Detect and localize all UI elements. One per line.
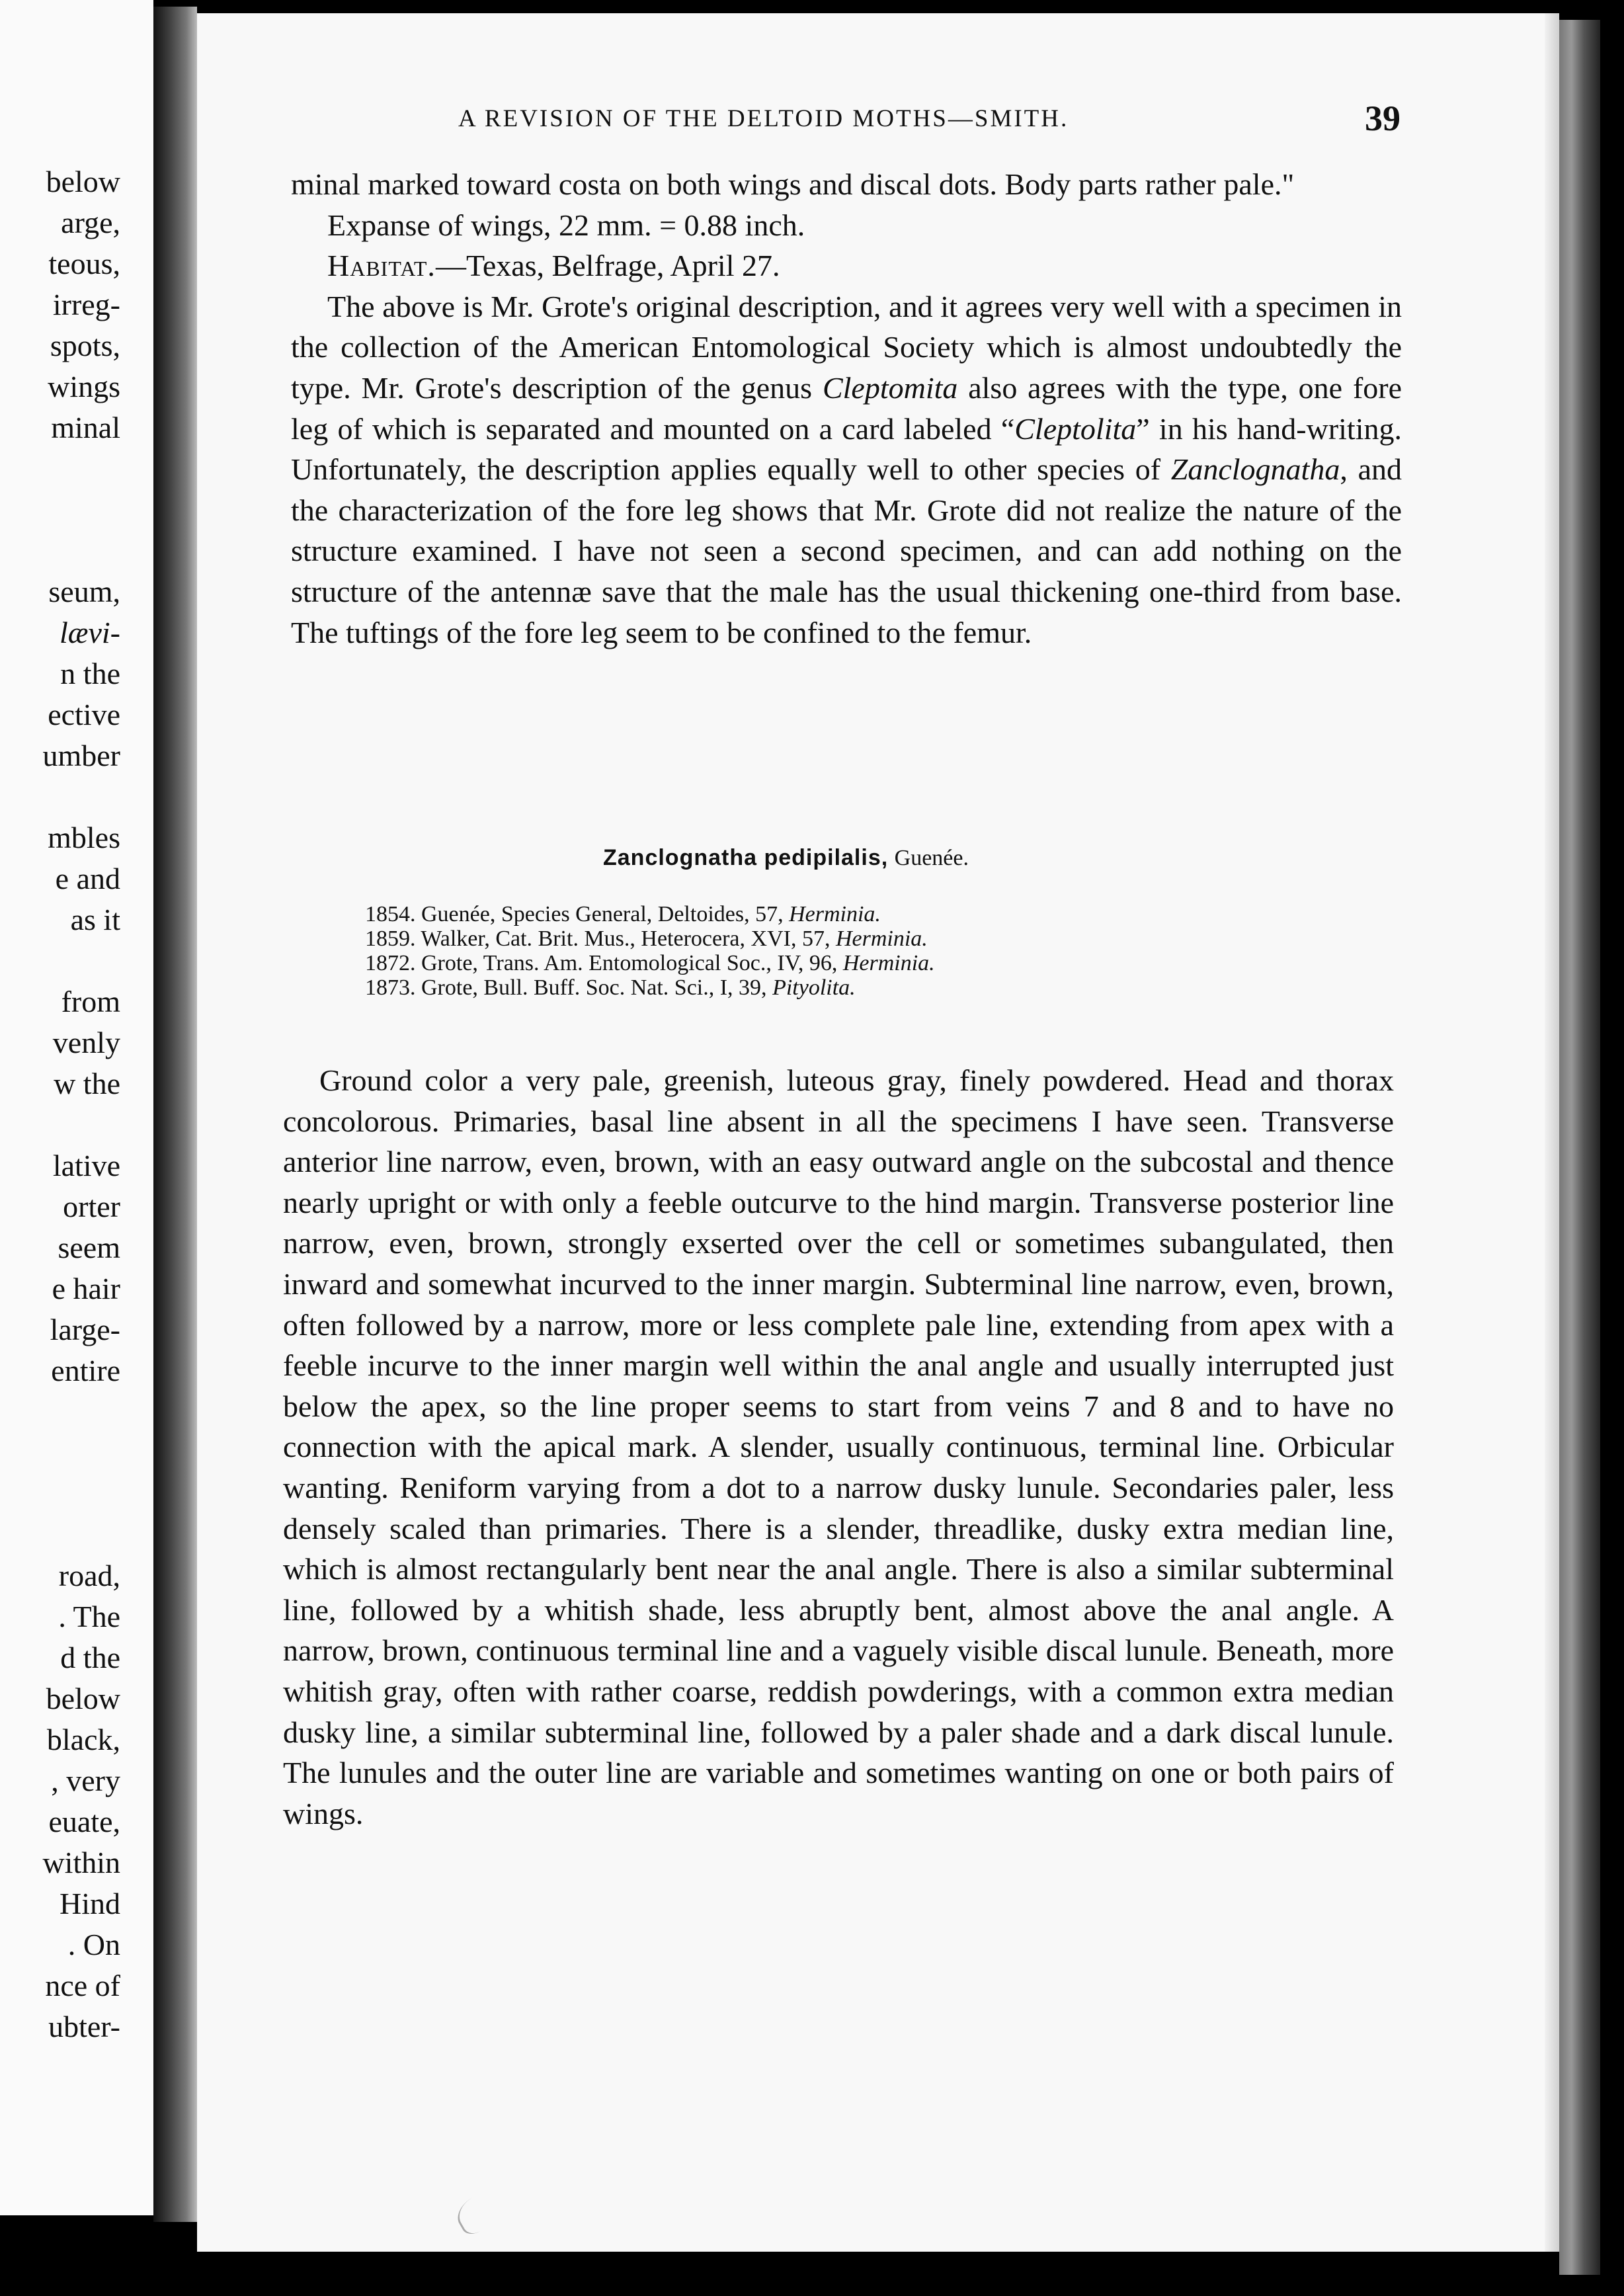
left-fragment: large- [50,1313,120,1346]
left-fragment: within [42,1846,120,1879]
left-fragment: e hair [52,1272,120,1305]
left-fragment: road, [58,1559,120,1592]
page-stack-edge [1559,20,1600,2275]
running-title: A REVISION OF THE DELTOID MOTHS—SMITH. [458,105,1069,132]
expanse-text: Expanse of wings, 22 mm. = 0.88 inch. [327,208,805,242]
reference-genus: Herminia. [842,951,935,975]
species-author: Guenée. [894,846,969,870]
book-gutter [153,7,197,2222]
reference-entry [365,902,1357,926]
left-fragment: orter [63,1190,120,1223]
left-fragment: below [46,1682,120,1715]
genus-name: Cleptomita [822,370,958,405]
left-fragment: d the [60,1641,120,1674]
left-fragment: arge, [61,206,120,239]
label-name: Cleptolita [1014,411,1137,446]
left-fragment: seum, [48,575,120,608]
page-number: 39 [1365,99,1401,138]
continuation-paragraph [291,164,1402,205]
species-heading [603,845,969,871]
running-header [263,98,1401,144]
left-fragment: entire [51,1354,120,1387]
left-fragment: lævi- [60,616,120,649]
expanse-line [291,205,1402,246]
habitat-label: Habitat. [327,249,436,283]
left-fragment: w the [54,1067,120,1100]
left-page-edge [0,0,153,2215]
reference-genus: Pityolita. [772,975,856,1000]
left-fragment: as it [70,903,120,936]
left-fragment: e and [55,862,120,895]
reference-text: 1859. Walker, Cat. Brit. Mus., Heterocera, XVI, 57, [365,926,836,951]
reference-genus: Herminia. [789,902,881,926]
left-fragment: from [61,985,120,1018]
intro-text [291,164,1402,653]
reference-text: 1872. Grote, Trans. Am. Entomological Soc., IV, 96, [365,951,843,975]
left-fragment: black, [46,1723,120,1756]
habitat-line [291,245,1402,286]
left-fragment: euate, [48,1805,120,1838]
reference-genus: Herminia. [835,926,928,951]
left-fragment: irreg- [52,288,120,321]
left-fragment: . On [67,1928,120,1961]
habitat-text: —Texas, Belfrage, April 27. [435,249,780,283]
discussion-text: , and the characterization of the fore leg shows that Mr. Grote did not realize the nature of the structure examined. I have not seen a second specimen, and can add nothing on the structure of the antennæ save that the male has the usual thickening one-third from base. The tuftings of the fore leg seem to be confined to the femur. [291,452,1402,649]
synonymy-references [365,902,1357,1000]
species-description [283,1060,1394,1834]
left-fragment: wings [48,370,120,403]
discussion-paragraph [291,286,1402,653]
left-fragment: below [46,165,120,198]
left-fragment: lative [52,1149,120,1182]
left-fragment: , very [51,1764,120,1797]
left-fragment: venly [52,1026,120,1059]
reference-entry [365,975,1357,1000]
left-fragment: . The [58,1600,120,1633]
left-fragment: minal [51,411,120,444]
page-curl-shade [1545,13,1559,2252]
left-fragment: mbles [48,821,120,854]
discussion-text: also agrees with the type, one fore leg of which is separated and mounted on a card labeled “ [291,370,1402,446]
left-fragment: ubter- [48,2010,120,2043]
reference-text: 1873. Grote, Bull. Buff. Soc. Nat. Sci., I, 39, [365,975,773,1000]
left-fragment: ective [48,698,120,731]
description-paragraph: Ground color a very pale, greenish, luteous gray, finely powdered. Head and thorax concolorous. Primaries, basal line absent in all the specimens I have seen. Transverse anterior line narrow, even, brown, with an easy outward angle on the subcostal and thence nearly upright or with only a feeble outcurve to the hind margin. Transverse posterior line narrow, even, brown, strongly exserted over the cell or sometimes subangulated, then inward and somewhat incurved to the inner margin. Subterminal line narrow, even, brown, often followed by a narrow, more or less complete pale line, extending from apex with a feeble incurve to the inner margin well within the anal angle and usually interrupted just below the apex, so the line proper seems to start from veins 7 and 8 and to have no connection with the apical mark. A slender, usually continuous, terminal line. Orbicular wanting. Reniform varying from a dot to a narrow dusky lunule. Secondaries paler, less densely scaled than primaries. There is a slender, threadlike, dusky extra median line, which is almost rectangularly bent near the anal angle. There is also a similar subterminal line, followed by a whitish shade, less abruptly bent, almost above the anal angle. A narrow, brown, continuous terminal line and a vaguely visible discal lunule. Beneath, more whitish gray, often with rather coarse, reddish powderings, with a common extra median dusky line, a similar subterminal line, followed by a paler shade and a dark discal lunule. The lunules and the outer line are variable and sometimes wanting on one or both pairs of wings. [283,1063,1394,1830]
left-fragment: Hind [60,1887,120,1920]
continuation-text: minal marked toward costa on both wings and discal dots. Body parts rather pale." [291,167,1295,201]
discussion-text: ” in his hand-writing. Unfortunately, the description applies equally well to other species of [291,411,1402,487]
left-fragment: spots, [50,329,120,362]
reference-entry [365,951,1357,975]
reference-entry [365,926,1357,951]
left-fragment: nce of [45,1969,120,2002]
discussion-text: The above is Mr. Grote's original description, and it agrees very well with a specimen in the collection of the American Entomological Society which is almost undoubtedly the type. Mr. Grote's description of the genus [291,289,1402,405]
species-name: Zanclognatha pedipilalis, [603,845,889,870]
reference-text: 1854. Guenée, Species General, Deltoides, 57, [365,902,790,926]
genus-name: Zanclognatha [1170,452,1340,487]
left-fragment: teous, [48,247,120,280]
left-fragment: n the [60,657,120,690]
left-fragment: seem [58,1231,120,1264]
left-fragment: umber [42,739,120,772]
